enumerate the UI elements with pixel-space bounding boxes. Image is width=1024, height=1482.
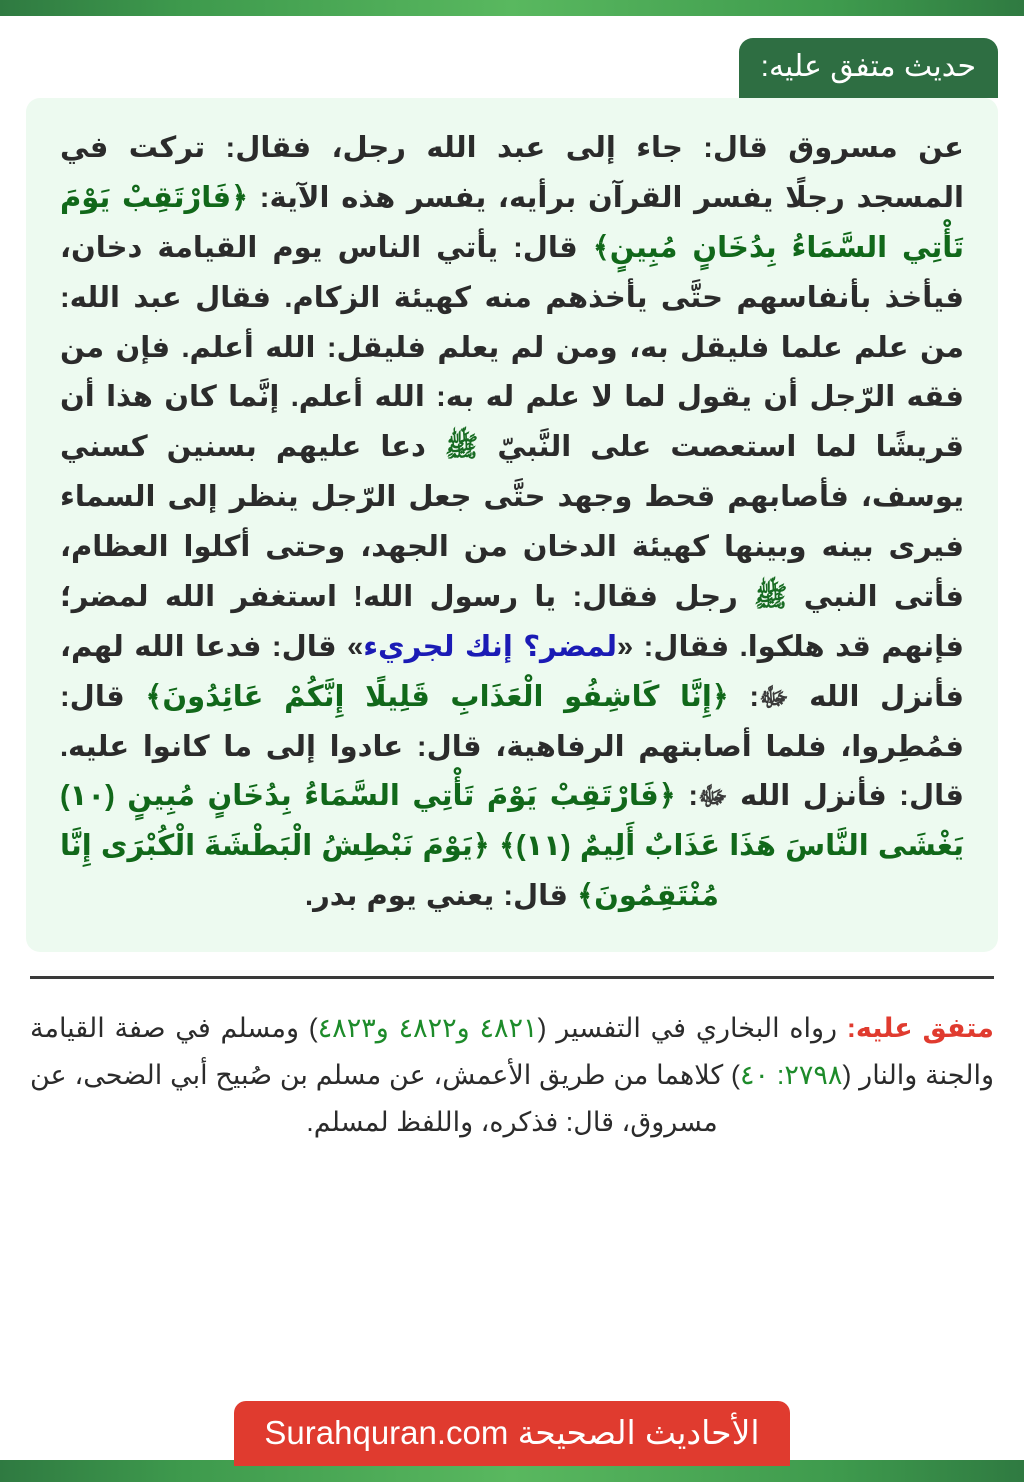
salawat-icon: ﷺ [754,580,788,612]
divider-wrap [0,952,1024,979]
hadith-text [60,124,964,922]
jalla-jalaluhu-icon: ﷻ [697,781,728,812]
footer-site-label: Surahquran.com [264,1414,509,1451]
reference-number: ٤٨٢١ و٤٨٢٢ و٤٨٢٣ [317,1013,538,1043]
hadith-body-wrap [0,98,1024,952]
grading-label: متفق عليه: [846,1013,994,1043]
header-row [0,16,1024,98]
quran-verse: ﴿إِنَّا كَاشِفُو الْعَذَابِ قَلِيلًا إِنَّكُمْ عَائِدُونَ﴾ [145,680,729,713]
footer-row [0,1401,1024,1466]
text-run: دعا عليهم بسنين كسني يوسف، فأصابهم قحط وجهد حتَّى جعل الرّجل ينظر إلى السماء فيرى بينه وبينها كهيئة الدخان من الجهد، وحتى أكلوا العظام، فأتى النبي [60,431,964,613]
footer-arabic-label: الأحاديث الصحيحة [517,1414,760,1451]
text-run: قال: فمُطِروا، فلما أصابتهم الرفاهية، قال: عادوا إلى ما كانوا عليه. قال: فأنزل الله [60,680,965,813]
text-run: قال: يعني يوم بدر. [305,880,578,913]
site-footer-badge[interactable] [234,1401,789,1466]
top-accent-bar [0,0,1024,16]
jalla-jalaluhu-icon: ﷻ [759,681,789,712]
text-run: ) ومسلم في صفة القيامة والجنة والنار ( [30,1013,994,1090]
reference-number: ٢٧٩٨: ٤٠ [740,1059,843,1090]
quran-verse: ﴿فَارْتَقِبْ يَوْمَ تَأْتِي السَّمَاءُ بِدُخَانٍ مُبِينٍ (١٠) يَغْشَى النَّاسَ هَذَا عَذَابٌ أَلِيمٌ (١١)﴾ ﴿يَوْمَ نَبْطِشُ الْبَطْشَةَ الْكُبْرَى إِنَّا مُنْتَقِمُونَ﴾ [60,780,964,913]
text-run: » قال: فدعا الله لهم، فأنزل الله [60,630,965,713]
text-run: رجل فقال: يا رسول الله! استغفر الله لمضر؛ فإنهم قد هلكوا. فقال: « [60,580,964,663]
quoted-phrase: لمضر؟ إنك لجريء [363,630,618,663]
hadith-panel [26,98,998,952]
text-run: عن مسروق قال: جاء إلى عبد الله رجل، فقال: تركت في المسجد رجلًا يفسر القرآن برأيه، يفسر هذه الآية: [60,132,964,214]
quran-verse: ﴿فَارْتَقِبْ يَوْمَ تَأْتِي السَّمَاءُ بِدُخَانٍ مُبِينٍ﴾ [60,181,964,264]
text-run: قال: يأتي الناس يوم القيامة دخان، فيأخذ بأنفاسهم حتَّى يأخذهم منه كهيئة الزكام. فقال عبد الله: من علم علما فليقل به، ومن لم يعلم فليقل: الله أعلم. فإن من فقه الرّجل أن يقول لما لا علم له به: الله أعلم. إنَّما كان هذا أن قريشًا لما استعصت على النَّبيّ [60,231,965,464]
text-run: ) كلاهما من طريق الأعمش، عن مسلم بن صُبيح أبي الضحى، عن مسروق، قال: فذكره، واللفظ لمسلم. [30,1059,740,1137]
attribution-text [30,1005,994,1146]
text-run: : [675,780,698,813]
text-run: : [728,680,760,713]
salawat-icon: ﷺ [445,431,479,463]
text-run: رواه البخاري في التفسير ( [537,1013,847,1043]
hadith-grade-badge: حديث متفق عليه: [739,38,998,98]
